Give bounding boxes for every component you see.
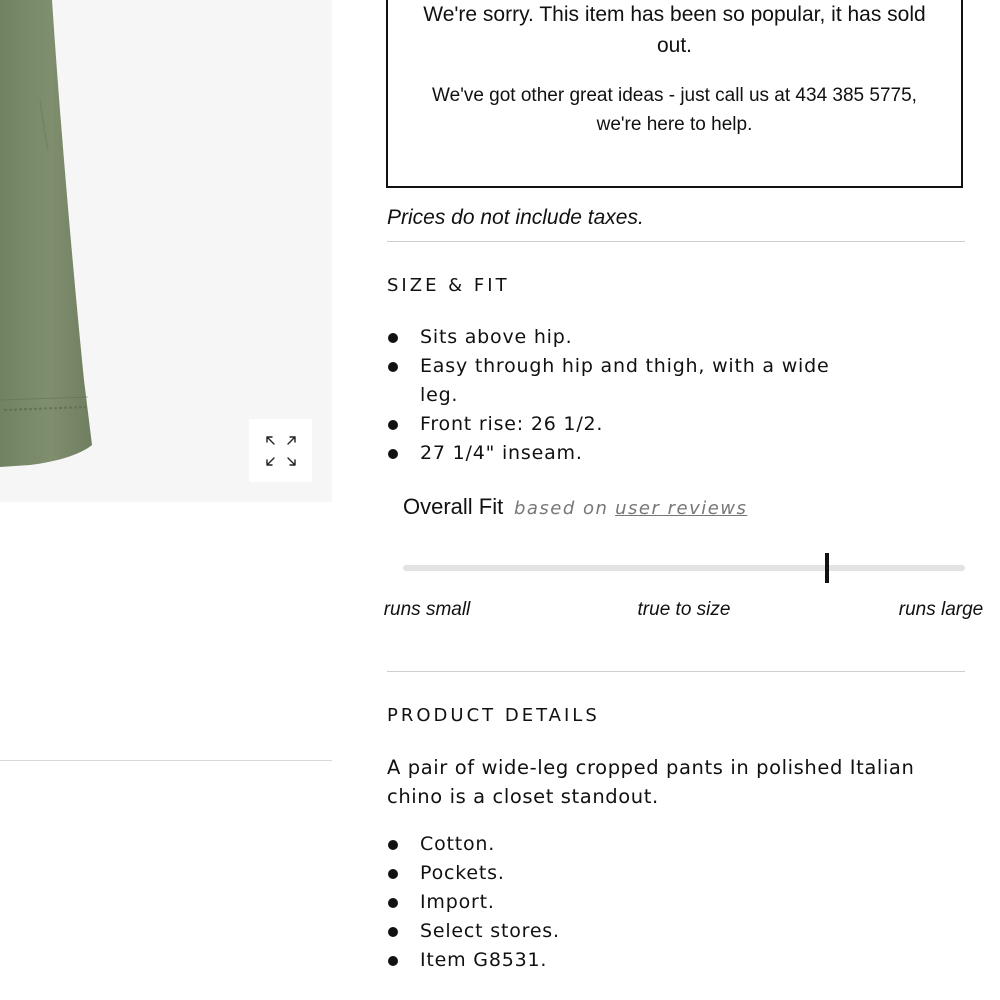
user-reviews-link[interactable]: user reviews xyxy=(615,498,748,519)
expand-image-button[interactable] xyxy=(249,419,312,482)
based-on-text: based on xyxy=(513,498,609,519)
list-item: Import. xyxy=(387,888,947,917)
fit-label-true-to-size: true to size xyxy=(637,599,731,620)
list-item: Select stores. xyxy=(387,917,947,946)
expand-arrows-icon xyxy=(261,431,301,471)
size-fit-heading: SIZE & FIT xyxy=(387,275,510,296)
left-divider xyxy=(0,760,332,761)
sold-out-help-text: We've got other great ideas - just call us at 434 385 5775, we're here to help. xyxy=(432,85,917,135)
product-details-heading: PRODUCT DETAILS xyxy=(387,705,600,726)
list-item: Cotton. xyxy=(387,830,947,859)
list-item: Sits above hip. xyxy=(387,323,857,352)
size-fit-list xyxy=(387,323,857,468)
sold-out-message: We're sorry. This item has been so popular, it has sold out. xyxy=(423,3,926,57)
list-item: Item G8531. xyxy=(387,946,947,975)
overall-fit-label: Overall Fit xyxy=(403,494,504,519)
list-item: 27 1/4" inseam. xyxy=(387,439,857,468)
list-item: Front rise: 26 1/2. xyxy=(387,410,857,439)
tax-note: Prices do not include taxes. xyxy=(387,206,644,229)
list-item: Pockets. xyxy=(387,859,947,888)
product-image[interactable] xyxy=(0,0,332,502)
sold-out-notice xyxy=(386,0,963,188)
product-description: A pair of wide-leg cropped pants in polished Italian chino is a closet standout. xyxy=(387,756,915,808)
divider xyxy=(387,671,965,672)
fit-scale-track xyxy=(403,565,965,571)
fit-label-runs-small: runs small xyxy=(383,599,471,620)
list-item: Easy through hip and thigh, with a wide leg. xyxy=(387,352,857,410)
divider xyxy=(387,241,965,242)
overall-fit-title xyxy=(403,494,747,520)
fit-scale-marker xyxy=(825,553,829,583)
fit-label-runs-large: runs large xyxy=(898,599,984,620)
product-details-list xyxy=(387,830,947,975)
